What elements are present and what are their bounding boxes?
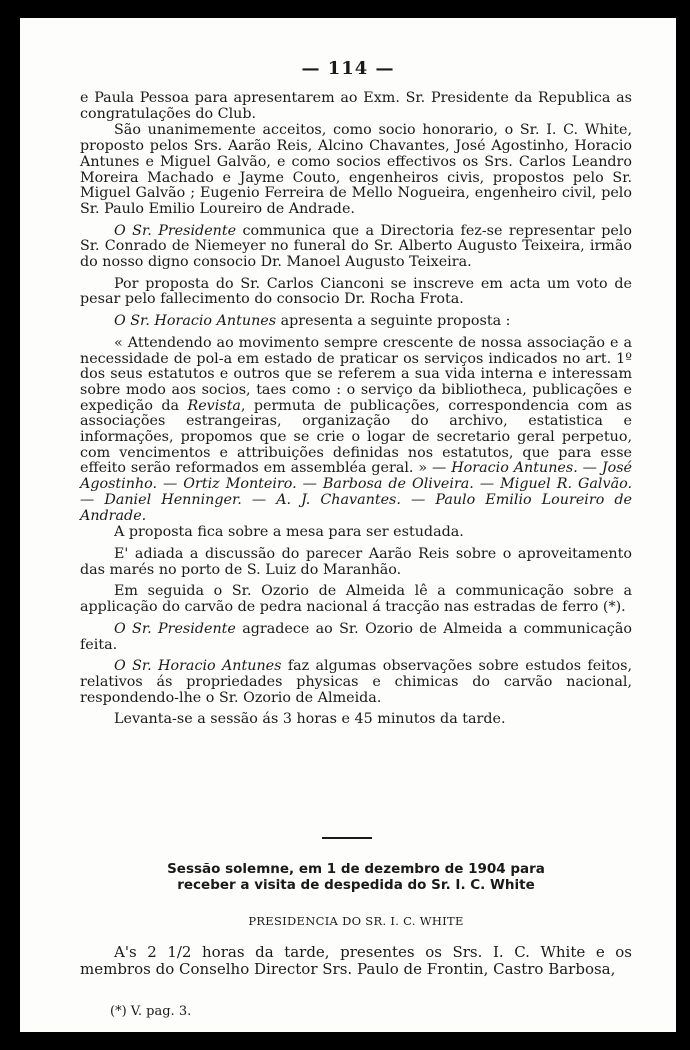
paragraph-presidente-funeral: O Sr. Presidente communica que a Directoria fez-se representar pelo Sr. Conrado de Niemeyer no funeral do Sr. Alberto Augusto Teixeira, irmão do nosso digno consocio Dr. Manoel Augusto Teixeira. (80, 222, 632, 271)
speaker-presidente: O Sr. Presidente (114, 620, 236, 637)
paragraph-ozorio: Em seguida o Sr. Ozorio de Almeida lê a communicação sobre a applicação do carvão de pedra nacional á tracção nas estradas de ferro (*). (80, 583, 632, 616)
book-page (20, 18, 676, 1032)
paragraph-new-members: São unanimemente acceitos, como socio honorario, o Sr. I. C. White, proposto pelos Srs. Aarão Reis, Alcino Chavantes, José Agostinho, Horacio Antunes e Miguel Galvão, e como socios effectivos os Srs. Carlos Leandro Moreira Machado e Jayme Couto, engenheiros civis, propostos pelo Sr. Miguel Galvão ; Eugenio Ferreira de Mello Nogueira, engenheiro civil, pelo Sr. Paulo Emilio Loureiro de Andrade. (80, 122, 632, 217)
paragraph-congratulations: e Paula Pessoa para apresentarem ao Exm. Sr. Presidente da Republica as congratulações do Club. (80, 90, 632, 122)
paragraph-voto-pesar: Por proposta do Sr. Carlos Cianconi se inscreve em acta um voto de pesar pelo fallecimento do consocio Dr. Rocha Frota. (80, 275, 632, 308)
proposal-signatures: Horacio Antunes. — José Agostinho. — Ortiz Monteiro. — Barbosa de Oliveira. — Miguel R. Galvão. — Daniel Henninger. — A. J. Chavantes. — Paulo Emilio Loureiro de Andrade. (80, 460, 632, 524)
paragraph-proposal: « Attendendo ao movimento sempre crescente de nossa associação e a necessidade de pol-a em estado de praticar os serviços indicados no art. 1º dos seus estatutos e outros que se referem a sua vida interna e interessam sobre modo aos socios, taes como : o serviço da bibliotheca, publicações e expedição da Revista, permuta de publicações, correspondencia com as associações estrangeiras, organização do archivo, estatistica e informações, propomos que se crie o logar de secretario geral perpetuo, com vencimentos e attribuições definidas nos estatutos, que para esse effeito serão reformados em assembléa geral. » — Horacio Antunes. — José Agostinho. — Ortiz Monteiro. — Barbosa de Oliveira. — Miguel R. Galvão. — Daniel Henninger. — A. J. Chavantes. — Paulo Emilio Loureiro de Andrade. (80, 334, 632, 524)
page-number: — 114 — (301, 58, 395, 79)
session-text (80, 944, 632, 978)
session-heading-line: receber a visita de despedida do Sr. I. C. White (177, 877, 535, 893)
revista-title: Revista (187, 397, 241, 414)
session-heading (80, 861, 632, 893)
paragraph-horacio-proposta: O Sr. Horacio Antunes apresenta a seguinte proposta : (114, 313, 511, 330)
speaker-horacio: O Sr. Horacio Antunes (114, 658, 282, 675)
speaker-horacio: O Sr. Horacio Antunes (114, 313, 277, 330)
section-divider (322, 837, 372, 839)
paragraph-mesa: A proposta fica sobre a mesa para ser estudada. (114, 524, 464, 541)
footnote: (*) V. pag. 3. (110, 1004, 192, 1019)
session-heading-line: Sessão solemne, em 1 de dezembro de 1904 para (167, 861, 545, 877)
minutes-text (80, 91, 632, 734)
paragraph-horacio-observacoes: O Sr. Horacio Antunes faz algumas observações sobre estudos feitos, relativos ás propriedades physicas e chimicas do carvão nacional, respondendo-lhe o Sr. Ozorio de Almeida. (80, 658, 632, 706)
paragraph-session-opening: A's 2 1/2 horas da tarde, presentes os Srs. I. C. White e os membros do Conselho Director Srs. Paulo de Frontin, Castro Barbosa, (80, 943, 632, 978)
presidencia-subheading: PRESIDENCIA DO SR. I. C. WHITE (248, 914, 464, 928)
paragraph-presidente-agradece: O Sr. Presidente agradece ao Sr. Ozorio de Almeida a communicação feita. (80, 620, 632, 653)
paragraph-adiada: E' adiada a discussão do parecer Aarão Reis sobre o aproveitamento das marés no porto de S. Luiz do Maranhão. (80, 545, 632, 578)
paragraph-levanta: Levanta-se a sessão ás 3 horas e 45 minutos da tarde. (114, 711, 506, 728)
speaker-presidente: O Sr. Presidente (114, 222, 237, 239)
